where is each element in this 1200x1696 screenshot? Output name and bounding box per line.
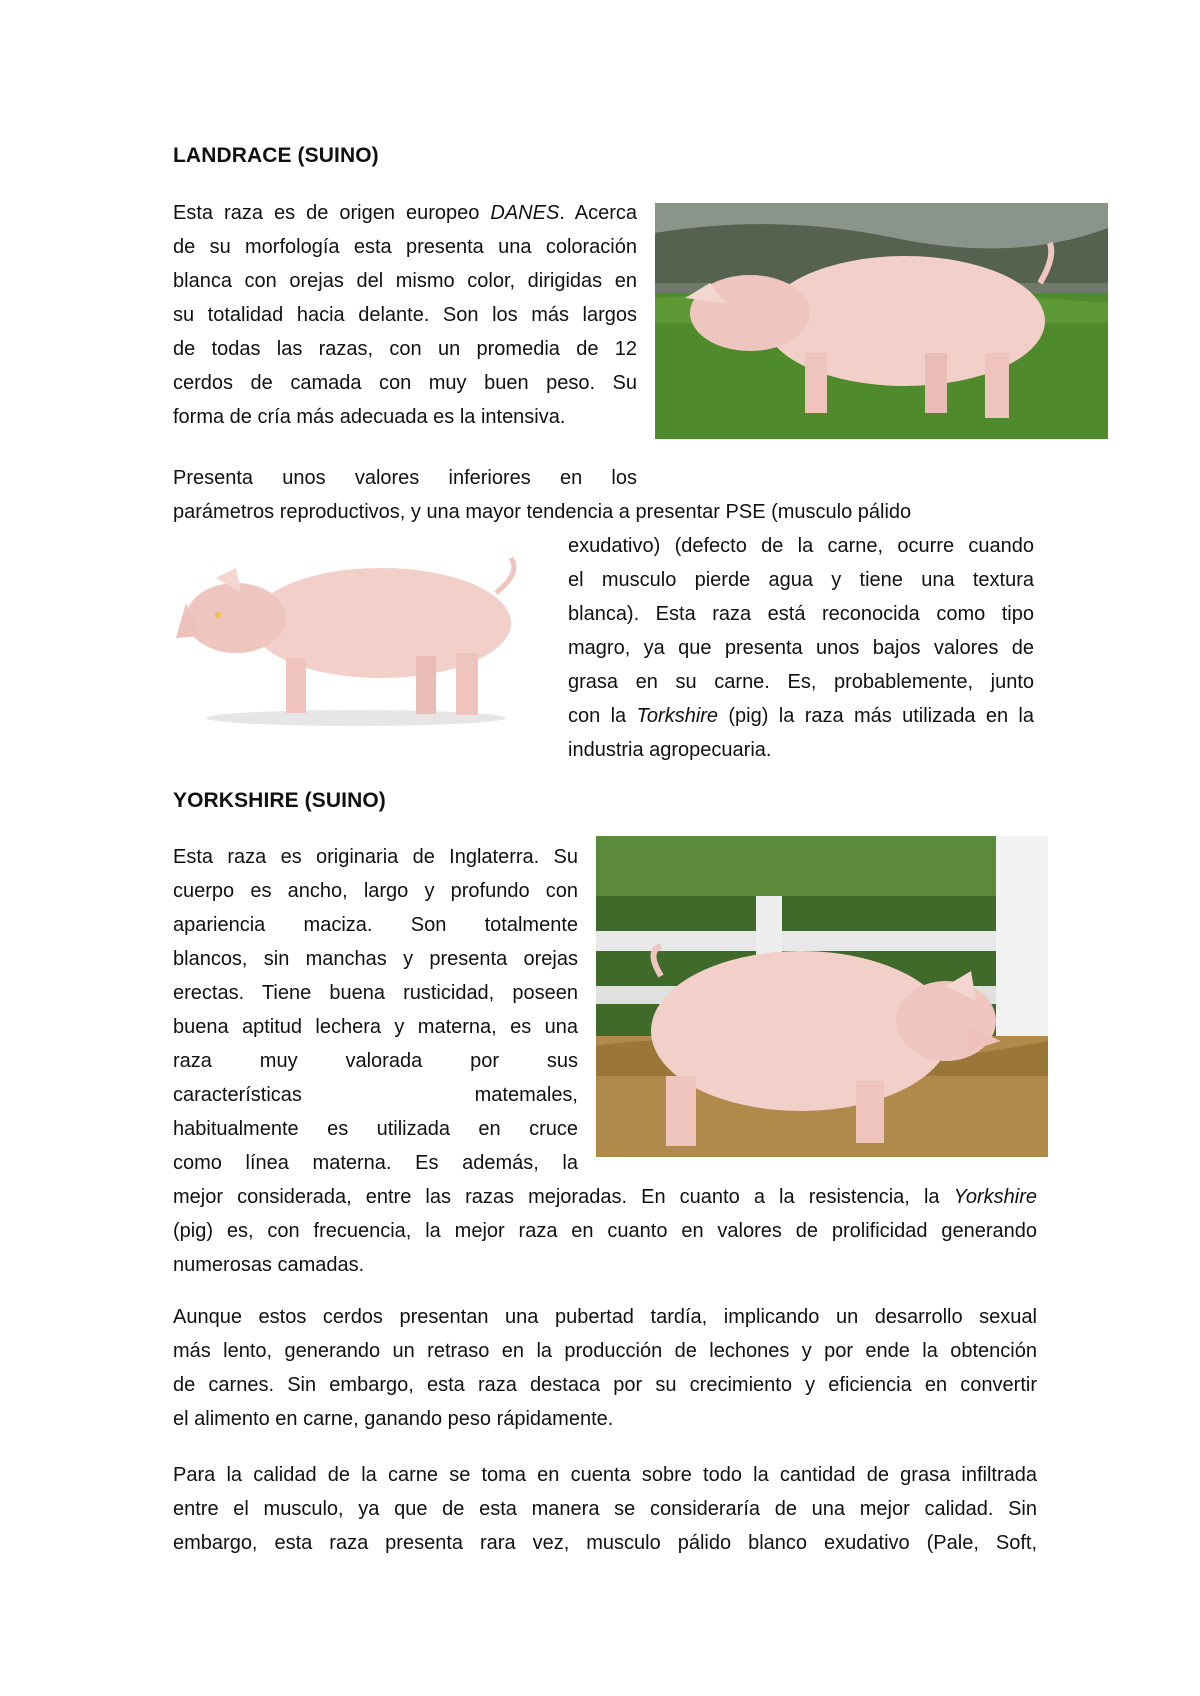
text-line: raza muy valorada por sus	[173, 1050, 578, 1072]
yorkshire-heading: YORKSHIRE (SUINO)	[173, 789, 386, 812]
text-line: como línea materna. Es además, la	[173, 1152, 578, 1174]
text-line: de su morfología esta presenta una coloración	[173, 236, 637, 258]
text-line: de carnes. Sin embargo, esta raza destaca por su crecimiento y eficiencia en convertir	[173, 1374, 1037, 1396]
landrace-grass-photo	[655, 203, 1108, 439]
yorkshire-pen-photo	[596, 836, 1048, 1157]
text-line: Para la calidad de la carne se toma en cuenta sobre todo la cantidad de grasa infiltrada	[173, 1464, 1037, 1486]
landrace-paragraph-2	[173, 461, 1033, 529]
pig-photo-icon	[655, 203, 1108, 439]
text-line: con la Torkshire (pig) la raza más utilizada en la	[568, 705, 1034, 727]
yorkshire-paragraph-3	[173, 1458, 1037, 1560]
text-line: Aunque estos cerdos presentan una pubertad tardía, implicando un desarrollo sexual	[173, 1306, 1037, 1328]
landrace-paragraph-2-wrap	[568, 529, 1034, 767]
text-line: cuerpo es ancho, largo y profundo con	[173, 880, 578, 902]
text-line: erectas. Tiene buena rusticidad, poseen	[173, 982, 578, 1004]
text-line: industria agropecuaria.	[568, 739, 772, 761]
text-line: (pig) es, con frecuencia, la mejor raza en cuanto en valores de prolificidad generando	[173, 1220, 1037, 1242]
text-line: numerosas camadas.	[173, 1254, 365, 1276]
text-line: entre el musculo, ya que de esta manera se consideraría de una mejor calidad. Sin	[173, 1498, 1037, 1520]
text-line: exudativo) (defecto de la carne, ocurre cuando	[568, 535, 1034, 557]
text-line: su totalidad hacia delante. Son los más largos	[173, 304, 637, 326]
text-line: características matemales,	[173, 1084, 578, 1106]
landrace-paragraph-1	[173, 196, 637, 434]
text-line: apariencia maciza. Son totalmente	[173, 914, 578, 936]
text-line: cerdos de camada con muy buen peso. Su	[173, 372, 637, 394]
pig-photo-icon	[596, 836, 1048, 1157]
yorkshire-paragraph-1-full	[173, 1180, 1037, 1282]
text-line: embargo, esta raza presenta rara vez, musculo pálido blanco exudativo (Pale, Soft,	[173, 1532, 1037, 1554]
text-line: forma de cría más adecuada es la intensiva.	[173, 406, 566, 428]
text-line: el musculo pierde agua y tiene una textura	[568, 569, 1034, 591]
text-line: Presenta unos valores inferiores en los	[173, 467, 637, 489]
text-line: buena aptitud lechera y materna, es una	[173, 1016, 578, 1038]
text-line: mejor considerada, entre las razas mejoradas. En cuanto a la resistencia, la Yorkshire	[173, 1186, 1037, 1208]
landrace-sow-photo	[166, 538, 540, 730]
text-line: habitualmente es utilizada en cruce	[173, 1118, 578, 1140]
text-line: Esta raza es de origen europeo DANES. Acerca	[173, 202, 637, 224]
text-line: blancos, sin manchas y presenta orejas	[173, 948, 578, 970]
pig-photo-icon	[166, 538, 540, 730]
text-line: de todas las razas, con un promedia de 12	[173, 338, 637, 360]
text-line: magro, ya que presenta unos bajos valores de	[568, 637, 1034, 659]
text-line: más lento, generando un retraso en la producción de lechones y por ende la obtención	[173, 1340, 1037, 1362]
text-line: blanca). Esta raza está reconocida como tipo	[568, 603, 1034, 625]
landrace-heading: LANDRACE (SUINO)	[173, 144, 379, 167]
text-line: el alimento en carne, ganando peso rápidamente.	[173, 1408, 614, 1430]
text-line: blanca con orejas del mismo color, dirigidas en	[173, 270, 637, 292]
yorkshire-paragraph-1	[173, 840, 578, 1180]
text-line: parámetros reproductivos, y una mayor tendencia a presentar PSE (musculo pálido	[173, 501, 912, 523]
text-line: Esta raza es originaria de Inglaterra. Su	[173, 846, 578, 868]
text-line: grasa en su carne. Es, probablemente, junto	[568, 671, 1034, 693]
yorkshire-paragraph-2	[173, 1300, 1037, 1436]
